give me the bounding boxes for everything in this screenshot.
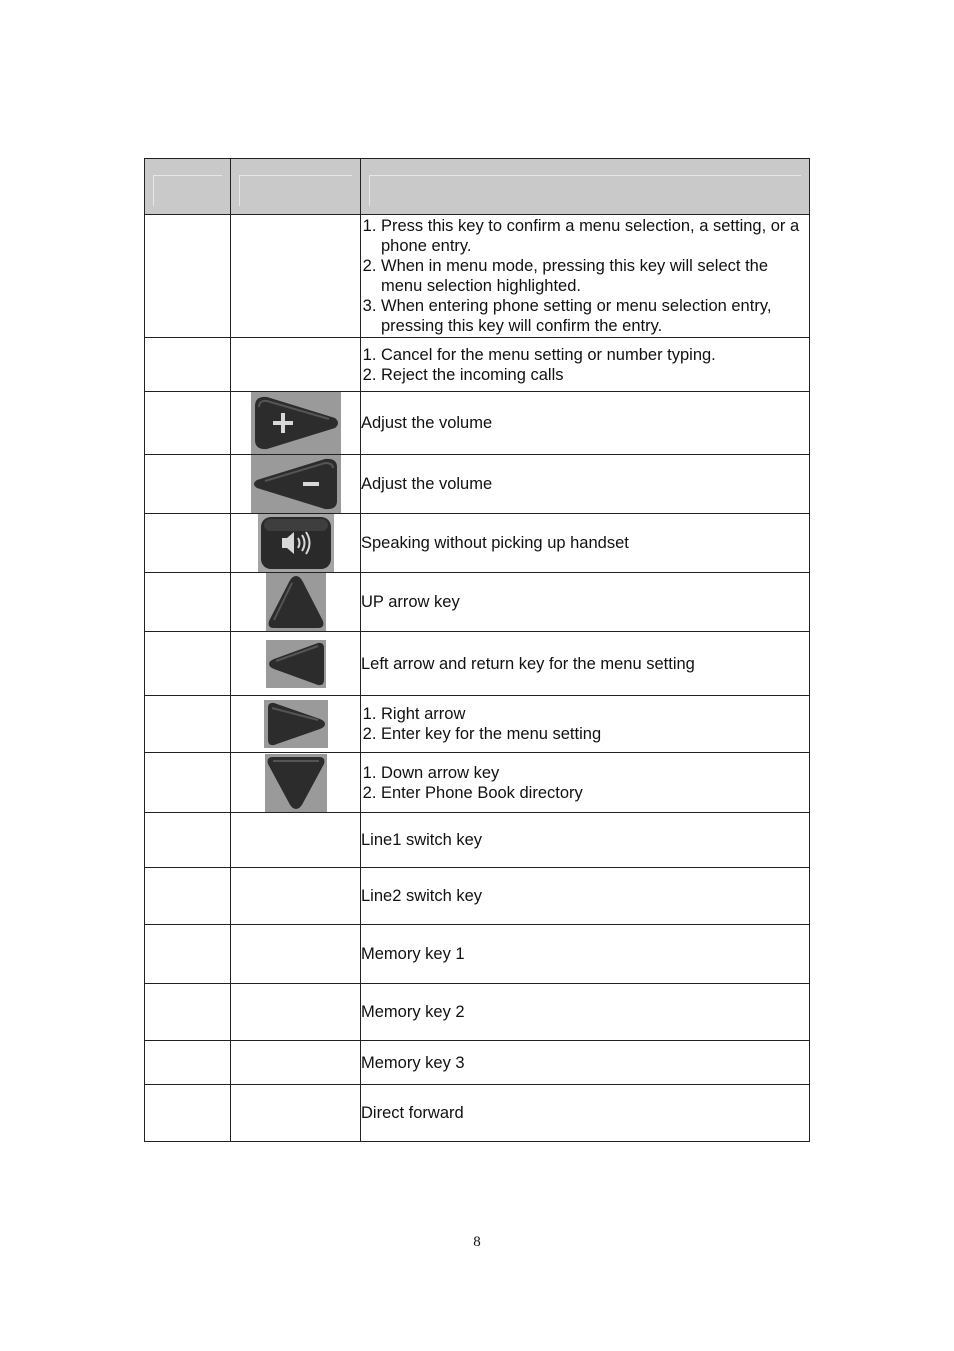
key-image-cell bbox=[231, 984, 361, 1041]
key-name-cell bbox=[145, 813, 231, 868]
down-arrow-key-icon bbox=[265, 754, 327, 812]
key-image-cell bbox=[231, 215, 361, 338]
key-description: Adjust the volume bbox=[361, 455, 810, 514]
header-cell bbox=[361, 159, 810, 215]
table-row bbox=[145, 868, 810, 925]
speaker-key-icon bbox=[258, 514, 334, 572]
key-image-cell bbox=[231, 1041, 361, 1085]
key-description: Left arrow and return key for the menu setting bbox=[361, 632, 810, 696]
key-image-cell bbox=[231, 514, 361, 573]
key-image-cell bbox=[231, 573, 361, 632]
table-row bbox=[145, 1041, 810, 1085]
key-name-cell bbox=[145, 392, 231, 455]
right-arrow-key-icon bbox=[264, 700, 328, 748]
key-description: UP arrow key bbox=[361, 573, 810, 632]
up-arrow-key-icon bbox=[266, 573, 326, 631]
key-image-cell bbox=[231, 1085, 361, 1142]
key-function-table bbox=[144, 158, 810, 1142]
description-list bbox=[361, 763, 809, 803]
table-row bbox=[145, 632, 810, 696]
key-name-cell bbox=[145, 215, 231, 338]
key-name-cell bbox=[145, 632, 231, 696]
key-description bbox=[361, 338, 810, 392]
header-cell bbox=[231, 159, 361, 215]
key-image-cell bbox=[231, 753, 361, 813]
key-name-cell bbox=[145, 696, 231, 753]
table-row bbox=[145, 696, 810, 753]
key-description: Line2 switch key bbox=[361, 868, 810, 925]
volume-up-key-icon bbox=[251, 392, 341, 454]
page-number: 8 bbox=[473, 1234, 481, 1250]
list-item: 1. Press this key to confirm a menu selection, a setting, or a phone entry. bbox=[381, 216, 809, 256]
table-row bbox=[145, 753, 810, 813]
list-item: 1. Right arrow bbox=[381, 704, 809, 724]
left-arrow-key-icon bbox=[266, 640, 326, 688]
key-description: Memory key 1 bbox=[361, 925, 810, 984]
table-row bbox=[145, 925, 810, 984]
list-item: 1. Cancel for the menu setting or number typing. bbox=[381, 345, 809, 365]
key-description bbox=[361, 696, 810, 753]
key-name-cell bbox=[145, 338, 231, 392]
list-item: 1. Down arrow key bbox=[381, 763, 809, 783]
key-image-cell bbox=[231, 392, 361, 455]
key-description: Direct forward bbox=[361, 1085, 810, 1142]
description-list bbox=[361, 345, 809, 385]
table-row bbox=[145, 984, 810, 1041]
key-description: Adjust the volume bbox=[361, 392, 810, 455]
key-image-cell bbox=[231, 868, 361, 925]
table-row bbox=[145, 392, 810, 455]
table-row bbox=[145, 455, 810, 514]
header-cell bbox=[145, 159, 231, 215]
key-name-cell bbox=[145, 753, 231, 813]
key-name-cell bbox=[145, 1085, 231, 1142]
table-row bbox=[145, 514, 810, 573]
key-name-cell bbox=[145, 868, 231, 925]
table-row bbox=[145, 1085, 810, 1142]
key-image-cell bbox=[231, 455, 361, 514]
list-item: 3. When entering phone setting or menu selection entry, pressing this key will confirm the entry. bbox=[381, 296, 809, 336]
table-header-row bbox=[145, 159, 810, 215]
table-row bbox=[145, 813, 810, 868]
key-name-cell bbox=[145, 984, 231, 1041]
table-row bbox=[145, 215, 810, 338]
list-item: 2. Reject the incoming calls bbox=[381, 365, 809, 385]
key-description: Speaking without picking up handset bbox=[361, 514, 810, 573]
key-image-cell bbox=[231, 338, 361, 392]
key-name-cell bbox=[145, 925, 231, 984]
key-name-cell bbox=[145, 514, 231, 573]
key-description bbox=[361, 753, 810, 813]
list-item: 2. Enter Phone Book directory bbox=[381, 783, 809, 803]
key-name-cell bbox=[145, 573, 231, 632]
key-image-cell bbox=[231, 925, 361, 984]
key-image-cell bbox=[231, 813, 361, 868]
description-list bbox=[361, 216, 809, 336]
key-image-cell bbox=[231, 632, 361, 696]
key-name-cell bbox=[145, 1041, 231, 1085]
volume-down-key-icon bbox=[251, 455, 341, 513]
description-list bbox=[361, 704, 809, 744]
list-item: 2. When in menu mode, pressing this key will select the menu selection highlighted. bbox=[381, 256, 809, 296]
key-description: Line1 switch key bbox=[361, 813, 810, 868]
list-item: 2. Enter key for the menu setting bbox=[381, 724, 809, 744]
table-row bbox=[145, 338, 810, 392]
key-name-cell bbox=[145, 455, 231, 514]
key-description bbox=[361, 215, 810, 338]
key-description: Memory key 2 bbox=[361, 984, 810, 1041]
key-image-cell bbox=[231, 696, 361, 753]
key-description: Memory key 3 bbox=[361, 1041, 810, 1085]
table-row bbox=[145, 573, 810, 632]
